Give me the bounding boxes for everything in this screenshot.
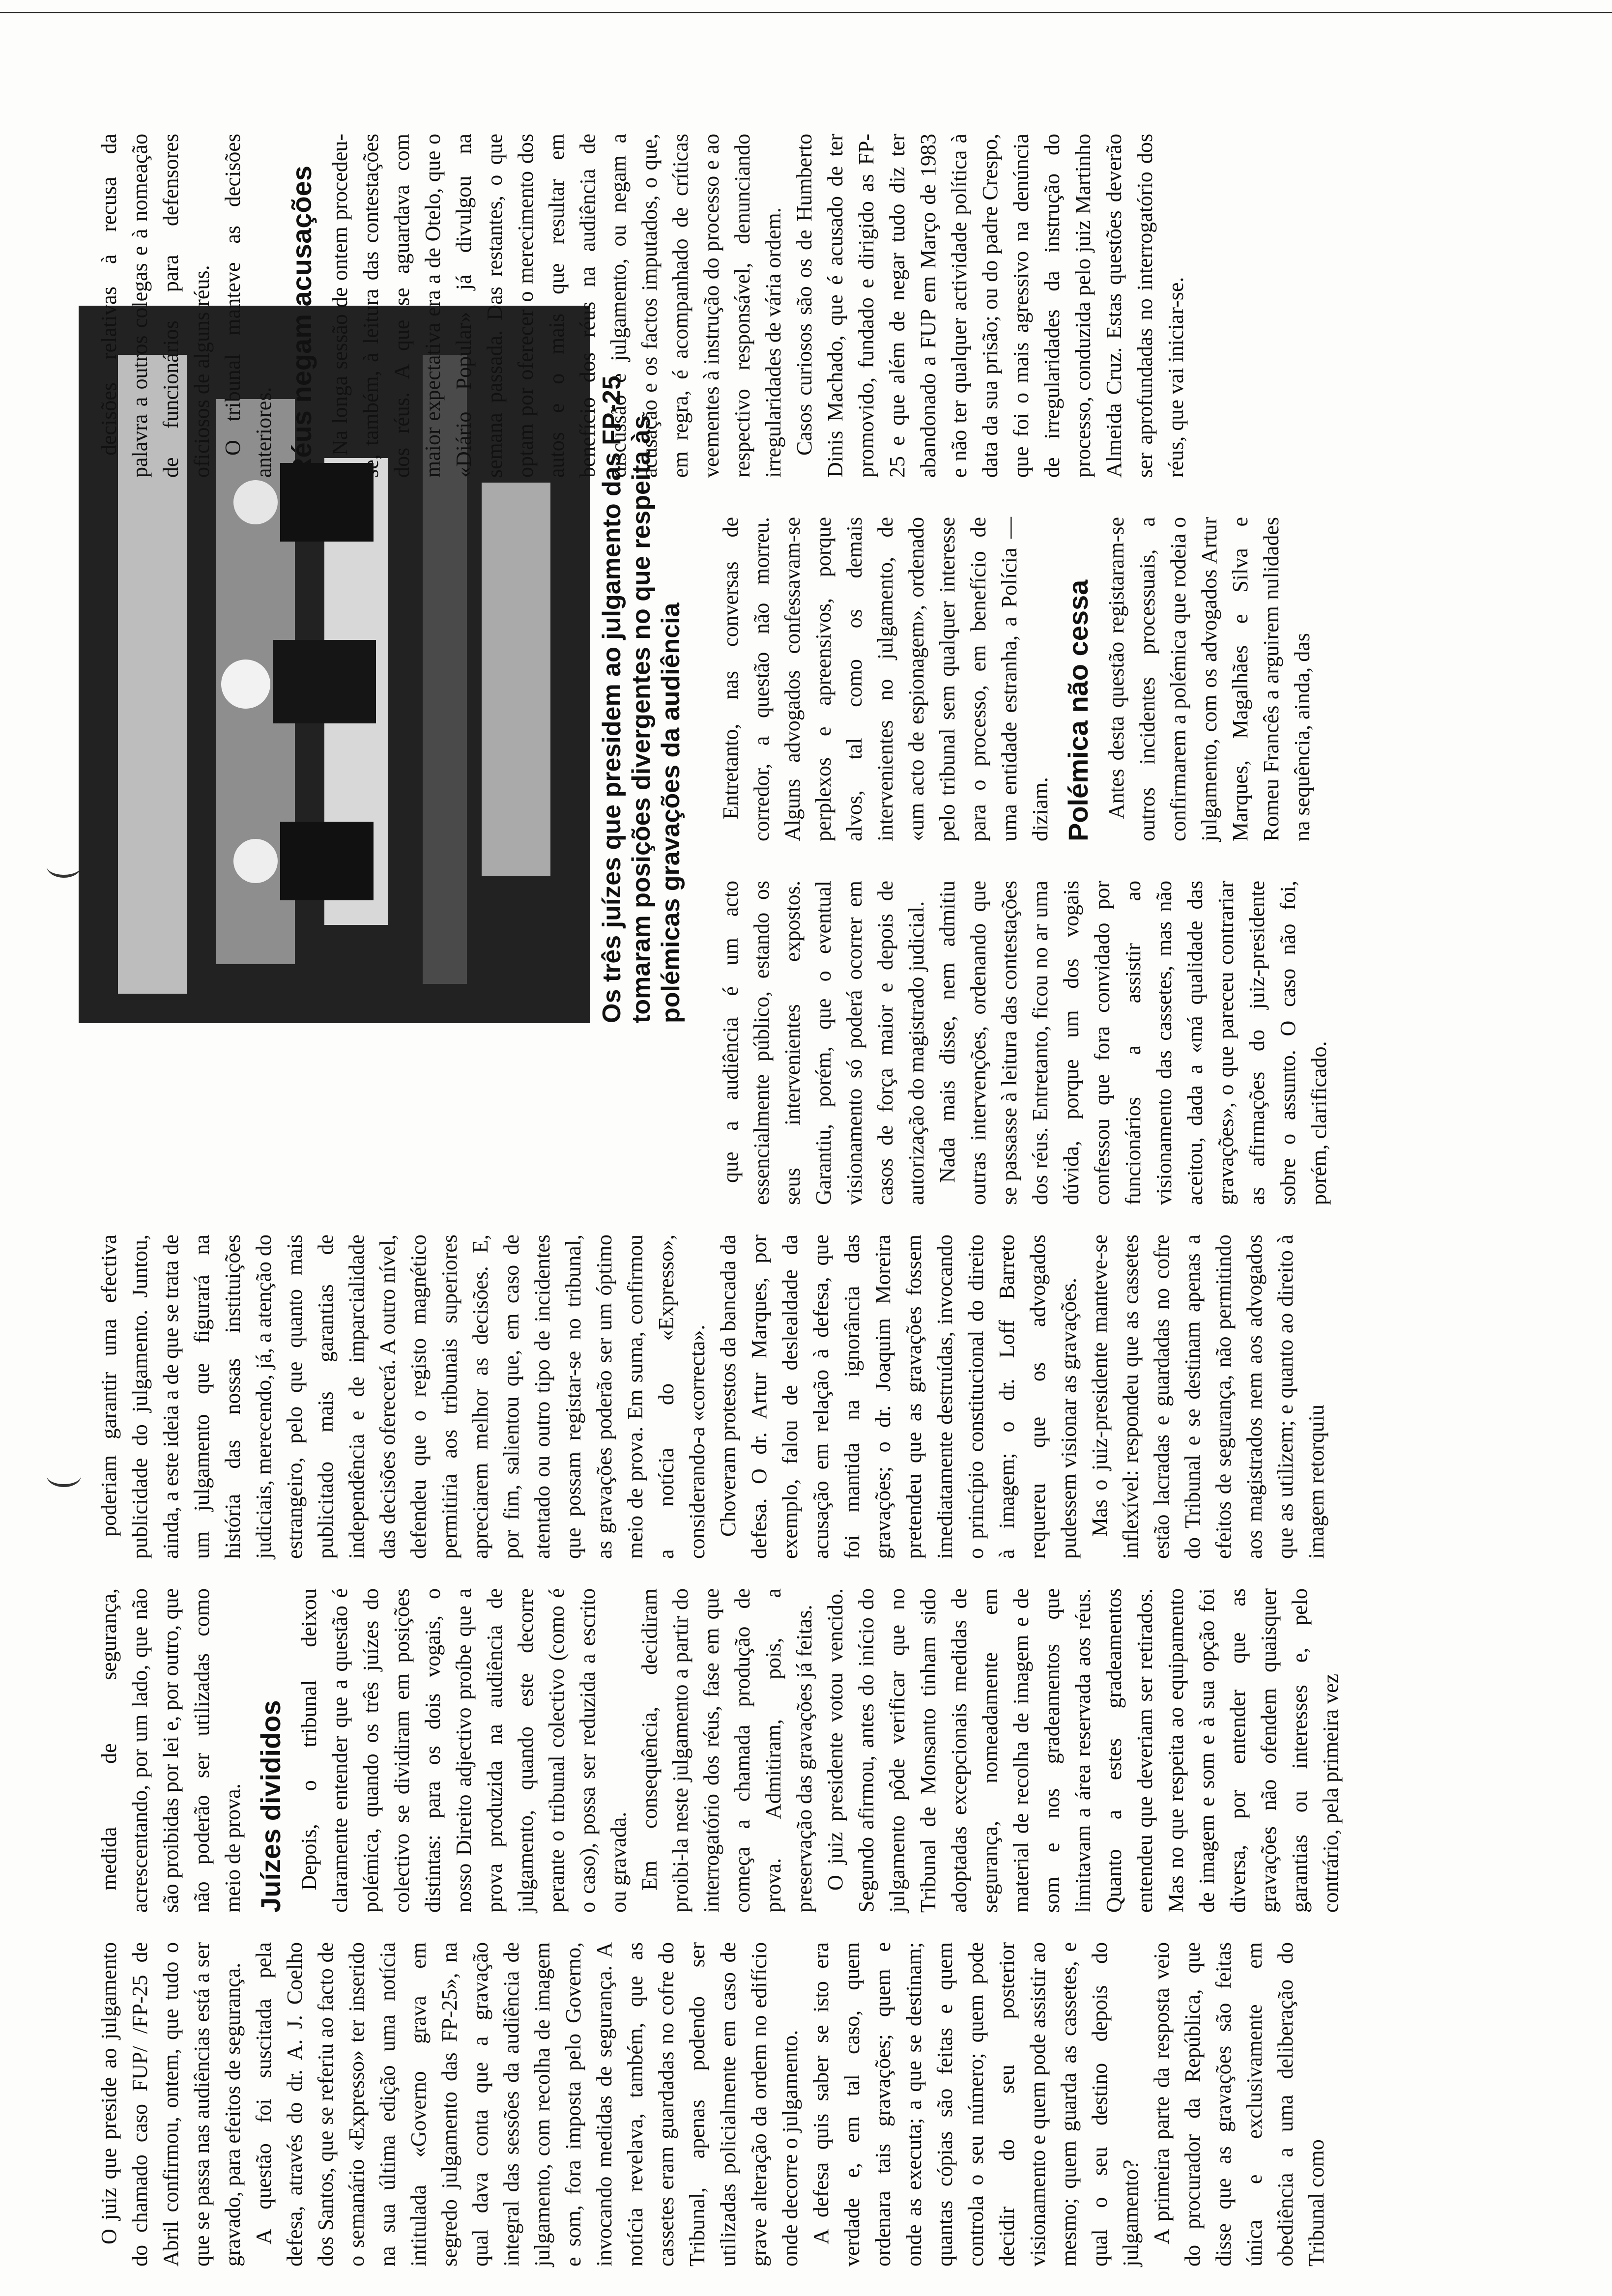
article-paragraph: O juiz presidente votou vencido. Segundo afirmou, antes do início do julgamento pôde verificar que no Tribunal de Monsanto tinham sido adoptadas excepcionais medidas de segurança, nomeadamente em material de recolha de imagem e de som e nos gradeamentos que limitavam a área reservada aos réus. Quanto a estes gradeamentos entendeu que deveriam ser retirados. Mas no que respeita ao equipamento de imagem e som e à sua opção foi diversa, por entender que as gravações não ofendem quaisquer garantias ou interesses e, pelo contrário, pela primeira vez	[823, 1588, 1343, 1913]
article-paragraph: Mas o juiz-presidente manteve-se inflexível: respondeu que as cassetes estão lacradas e guardadas no cofre do Tribunal e se destinam apenas a efeitos de segurança, não permitindo aos magistrados nem aos advogados que as utilizem; e quanto ao direito à imagem retorquiu	[1088, 1234, 1328, 1559]
article-paragraph: medida de segurança, acrescentando, por um lado, que não são proibidas por lei e, por outro, que não poderão ser utilizadas como meio de prova.	[97, 1588, 245, 1913]
article-paragraph: Em consequência, decidiram proibi-la neste julgamento a partir do interrogatório dos réus, fase em que começa a chamada produção de prova. Admitiram, pois, a preservação das gravações já feitas.	[637, 1588, 816, 1913]
photo-caption: Os três juízes que presidem ao julgamento das FP-25 tomaram posições divergentes no que respeita às polémicas gravações da audiência	[598, 375, 685, 1023]
section-heading: Juízes divididos	[255, 1700, 286, 1913]
article-paragraph: decisões relativas à recusa da palavra a outros colegas e à nomeação de funcionários para defensores oficiosos de alguns réus.	[97, 134, 214, 478]
article-paragraph: poderiam garantir uma efectiva publicidade do julgamento. Juntou, ainda, a este ideia a de que se trata de um julgamento que figurará na história das nossas instituições judiciais, merecendo, já, a atenção do estrangeiro, pelo que quanto mais publicitado mais garantias de independência e de imparcialidade das decisões oferecerá. A outro nível, defendeu que o registo magnético permitiria aos tribunais superiores apreciarem melhor as decisões. E, por fim, salientou que, em caso de atentado ou outro tipo de incidentes que possam registar-se no tribunal, as gravações poderão ser um óptimo meio de prova. Em suma, confirmou a notícia do «Expresso», considerando-a «correcta».	[97, 1234, 709, 1559]
article-paragraph: que a audiência é um acto essencialmente público, estando os seus intervenientes expostos. Garantiu, porém, que o eventual visionamento só poderá ocorrer em casos de força maior e depois de autorização do magistrado judicial.	[719, 881, 928, 1205]
article-paragraph: Choveram protestos da bancada da defesa. O dr. Artur Marques, por exemplo, falou de deslealdade da acusação em relação à defesa, que foi mantida na ignorância das gravações; o dr. Joaquim Moreira pretendeu que as gravações fossem imediatamente destruídas, invocando o princípio constitucional do direito à imagem; o dr. Loff Barreto requereu que os advogados pudessem visionar as gravações.	[716, 1234, 1081, 1559]
article-paragraph: Entretanto, nas conversas de corredor, a questão não morreu. Alguns advogados confessavam-se perplexos e apreensivos, porque alvos, tal como os demais intervenientes no julgamento, de «um acto de espionagem», ordenado pelo tribunal sem qualquer interesse para o processo, em benefício de uma entidade estranha, a Polícia — diziam.	[719, 517, 1052, 841]
article-paragraph: Antes desta questão registaram-se outros incidentes processuais, a confirmarem a polémica que rodeia o julgamento, com os advogados Artur Marques, Magalhães e Silva e Romeu Francês a arguirem nulidades na sequência, ainda, das	[1104, 517, 1314, 841]
article-paragraph: A questão foi suscitada pela defesa, através do dr. A. J. Coelho dos Santos, que se referiu ao facto de o semanário «Expresso» ter inserido na sua última edição uma notícia intitulada «Governo grava em segredo julgamento das FP-25», na qual dava conta que a gravação integral das sessões da audiência de julgamento, com recolha de imagem e som, fora imposta pelo Governo, invocando medidas de segurança. A notícia revelava, também, que as cassetes eram guardadas no cofre do Tribunal, apenas podendo ser utilizadas policialmente em caso de grave alteração da ordem no edifício onde decorre o julgamento.	[252, 1942, 802, 2267]
article-column-3	[93, 1234, 1332, 1559]
article-paragraph: Na longa sessão de ontem procedeu-se, também, à leitura das contestações dos réus. A que se aguardava com maior expectativa era a de Otelo, que o «Diário Popular» já divulgou na semana passada. Das restantes, o que optam por oferecer o merecimento dos autos e o mais que resultar em benefício dos réus na audiência de discussão e julgamento, ou negam a acusação e os factos imputados, o que, em regra, é acompanhado de críticas veementes à instrução do processo e ao respectivo responsável, denunciando irregularidades de vária ordem.	[328, 134, 785, 478]
section-heading: Polémica não cessa	[1063, 579, 1094, 841]
article-paragraph: A defesa quis saber se isto era verdade e, em tal caso, quem ordenara tais gravações; quem e onde as executa; a que se destinam; quantas cópias são feitas e quem controla o seu número; quem pode decidir do seu posterior visionamento e quem pode assistir ao mesmo; quem guarda as cassetes, e qual o seu destino depois do julgamento?	[809, 1942, 1143, 2267]
article-column-4	[715, 881, 1334, 1205]
article-paragraph: O juiz que preside ao julgamento do chamado caso FUP/ /FP-25 de Abril confirmou, ontem, que tudo o que se passa nas audiências está a ser gravado, para efeitos de segurança.	[97, 1942, 245, 2267]
article-paragraph: A primeira parte da resposta veio do procurador da República, que disse que as gravações são feitas única e exclusivamente em obediência a uma deliberação do Tribunal como	[1150, 1942, 1328, 2267]
article-column-1	[93, 1942, 1332, 2267]
article-paragraph: O tribunal manteve as decisões anteriores.	[221, 134, 276, 478]
section-heading: Réus negam acusações	[286, 166, 317, 478]
article-column-5	[715, 517, 1318, 841]
article-column-2	[93, 1588, 1346, 1913]
article-paragraph: Nada mais disse, nem admitiu outras intervenções, ordenando que se passasse à leitura das contestações dos réus. Entretanto, ficou no ar uma dúvida, porque um dos vogais confessou que fora convidado por funcionários a assistir ao visionamento das cassetes, mas não aceitou, dada a «má qualidade das gravações», o que pareceu contrariar as afirmações do juiz-presidente sobre o assunto. O caso não foi, porém, clarificado.	[935, 881, 1331, 1205]
article-paragraph: Casos curiosos são os de Humberto Dinis Machado, que é acusado de ter promovido, fundado e dirigido as FP-25 e que além de negar tudo diz ter abandonado a FUP em Março de 1983 e não ter qualquer actividade política à data da sua prisão; ou do padre Crespo, que foi o mais agressivo na denúncia de irregularidades da instrução do processo, conduzida pelo juiz Martinho Almeida Cruz. Estas questões deverão ser aprofundadas no interrogatório dos réus, que vai iniciar-se.	[792, 134, 1188, 478]
article-paragraph: Depois, o tribunal deixou claramente entender que a questão é polémica, quando os três juízes do colectivo se dividiram em posições distintas: para os dois vogais, o nosso Direito adjectivo proíbe que a prova produzida na audiência de julgamento, quando este decorre perante o tribunal colectivo (como é o caso), possa ser reduzida a escrito ou gravada.	[297, 1588, 631, 1913]
article-column-6	[93, 134, 1191, 478]
